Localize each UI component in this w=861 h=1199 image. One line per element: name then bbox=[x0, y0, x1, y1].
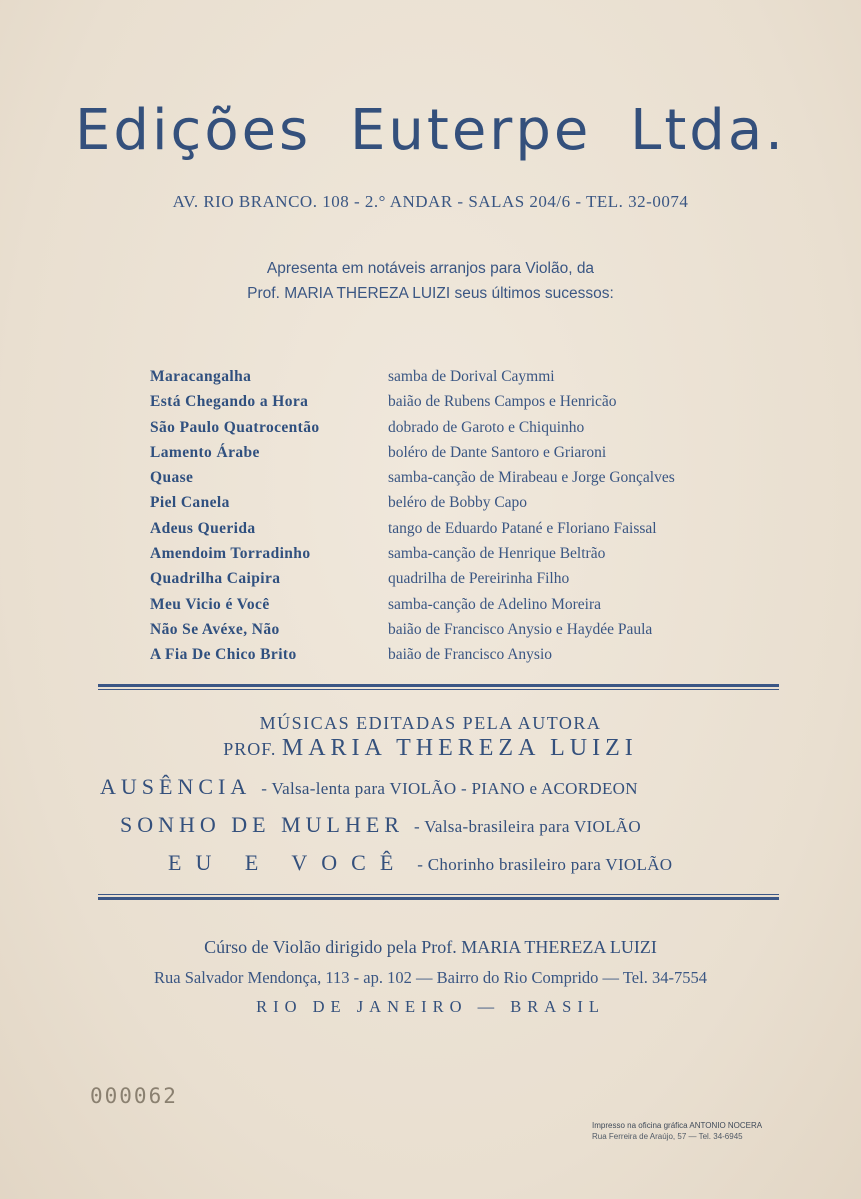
divider-rule-top bbox=[98, 684, 779, 690]
printer-imprint bbox=[592, 1120, 762, 1142]
song-title: São Paulo Quatrocentão bbox=[150, 418, 320, 436]
edition-work-description: - Valsa-lenta para VIOLÃO - PIANO e ACORDEON bbox=[261, 779, 638, 798]
song-title: Está Chegando a Hora bbox=[150, 393, 309, 411]
song-title: Quadrilha Caipira bbox=[150, 570, 281, 588]
song-description: baião de Francisco Anysio e Haydée Paula bbox=[388, 620, 653, 638]
course-city: RIO DE JANEIRO — BRASIL bbox=[256, 997, 605, 1016]
song-title: Adeus Querida bbox=[150, 519, 256, 537]
song-description: quadrilha de Pereirinha Filho bbox=[388, 570, 570, 588]
song-description: boléro de Dante Santoro e Griaroni bbox=[388, 443, 607, 461]
song-title: Piel Canela bbox=[150, 494, 230, 512]
song-title: Amendoim Torradinho bbox=[150, 545, 311, 563]
song-description: dobrado de Garoto e Chiquinho bbox=[388, 418, 585, 436]
song-title: Quase bbox=[150, 469, 194, 487]
song-title: Maracangalha bbox=[150, 368, 252, 385]
song-title: Lamento Árabe bbox=[150, 443, 260, 461]
serial-number: 000062 bbox=[90, 1084, 178, 1108]
edition-work-name: AUSÊNCIA bbox=[100, 774, 252, 799]
imprint-line-1: Impresso na oficina gráfica ANTONIO NOCERA bbox=[592, 1121, 763, 1130]
song-description: baião de Francisco Anysio bbox=[388, 646, 553, 664]
edition-work-description: - Valsa-brasileira para VIOLÃO bbox=[414, 817, 641, 836]
edition-work-description: - Chorinho brasileiro para VIOLÃO bbox=[417, 855, 673, 874]
edition-work-name: EU E VOCÊ bbox=[168, 850, 408, 875]
publisher-title: Edições Euterpe Ltda. bbox=[75, 98, 786, 163]
song-title: Meu Vicio é Você bbox=[150, 595, 270, 613]
song-description: samba-canção de Henrique Beltrão bbox=[388, 545, 606, 563]
song-description: baião de Rubens Campos e Henricão bbox=[388, 393, 617, 411]
edition-work bbox=[100, 774, 638, 800]
intro-line-1: Apresenta em notáveis arranjos para Violão, da bbox=[266, 260, 595, 277]
course-address: Rua Salvador Mendonça, 113 - ap. 102 — Bairro do Rio Comprido — Tel. 34-7554 bbox=[154, 968, 707, 987]
song-title: A Fia De Chico Brito bbox=[150, 646, 297, 664]
edition-work-name: SONHO DE MULHER bbox=[120, 812, 404, 837]
publisher-address: AV. RIO BRANCO. 108 - 2.° ANDAR - SALAS 204/6 - TEL. 32-0074 bbox=[172, 192, 689, 211]
edition-work bbox=[120, 812, 641, 838]
editions-author-prefix: PROF. bbox=[223, 739, 277, 759]
editions-author-name: MARIA THEREZA LUIZI bbox=[281, 735, 638, 761]
song-description: beléro de Bobby Capo bbox=[388, 494, 528, 512]
imprint-line-2: Rua Ferreira de Araújo, 57 — Tel. 34-6945 bbox=[592, 1132, 743, 1141]
divider-rule-bottom bbox=[98, 894, 779, 900]
song-description: tango de Eduardo Patané e Floriano Faissal bbox=[388, 519, 657, 537]
song-description: samba-canção de Mirabeau e Jorge Gonçalves bbox=[388, 469, 675, 487]
song-description: samba de Dorival Caymmi bbox=[388, 368, 555, 385]
song-title: Não Se Avéxe, Não bbox=[150, 620, 280, 638]
editions-author bbox=[0, 735, 861, 762]
song-description: samba-canção de Adelino Moreira bbox=[388, 595, 602, 613]
edition-work bbox=[168, 850, 672, 876]
course-line: Cúrso de Violão dirigido pela Prof. MARIA THEREZA LUIZI bbox=[204, 937, 657, 957]
editions-heading: MÚSICAS EDITADAS PELA AUTORA bbox=[259, 713, 602, 733]
intro-line-2: Prof. MARIA THEREZA LUIZI seus últimos sucessos: bbox=[247, 285, 614, 302]
